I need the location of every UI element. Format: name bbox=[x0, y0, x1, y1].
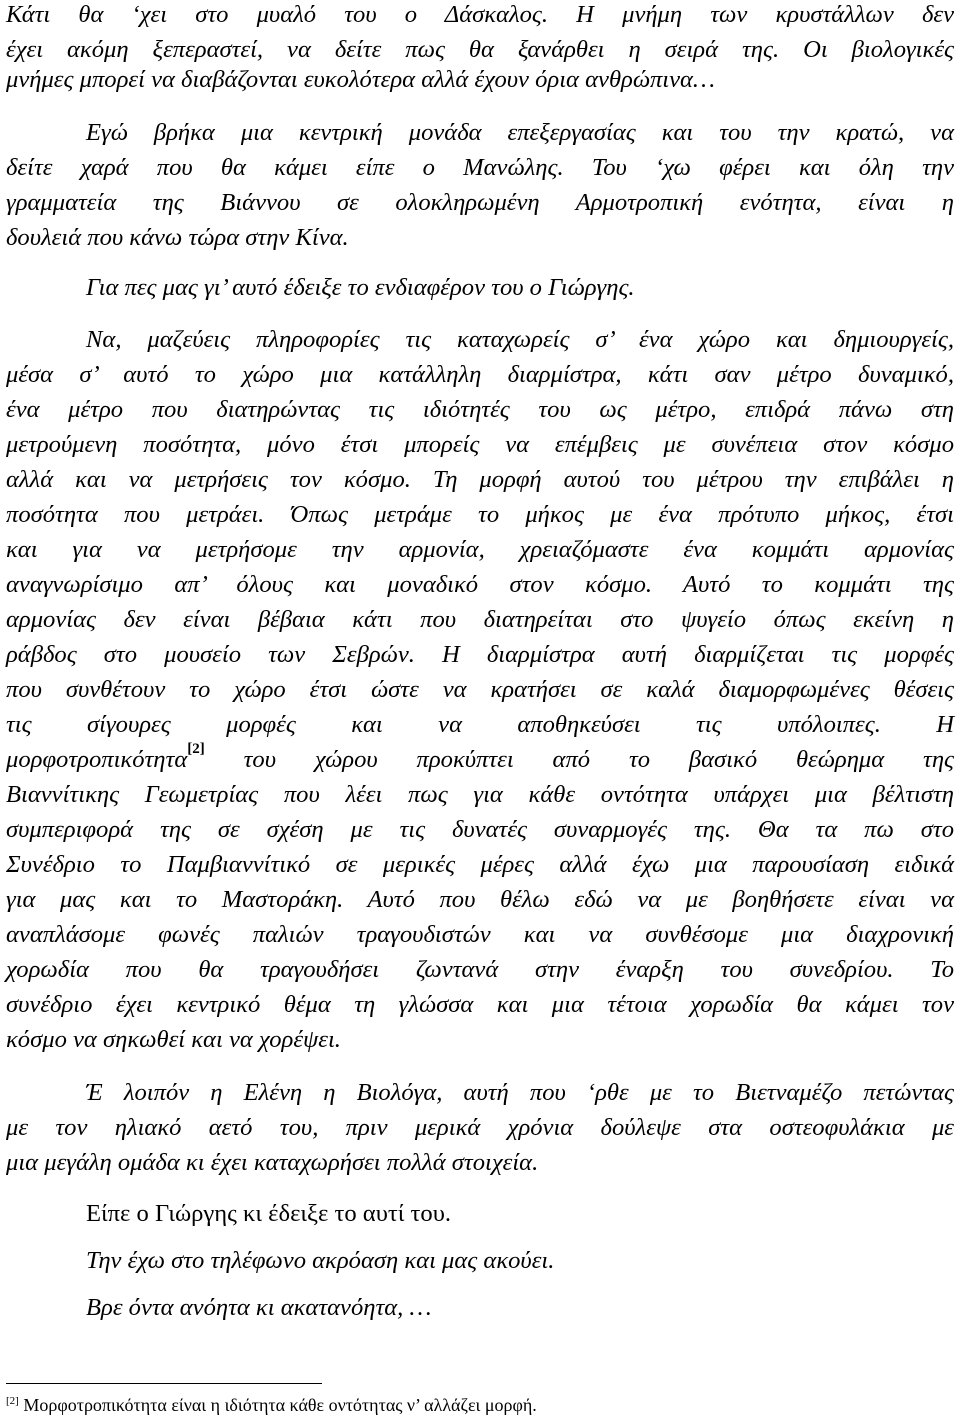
text-line-28: συνέδριο έχει κεντρικό θέμα τη γλώσσα και μια τέτοια χορωδία θα κάμει τον bbox=[6, 991, 954, 1018]
text-line-33: Είπε ο Γιώργης κι έδειξε το αυτί του. bbox=[86, 1200, 452, 1227]
text-line-21-end: του χώρου προκύπτει από το βασικό θεώρημα της bbox=[243, 746, 954, 773]
text-line-35: Βρε όντα ανόητα κι ακατανόητα, … bbox=[86, 1294, 432, 1321]
text-line-7: δουλειά που κάνω τώρα στην Κίνα. bbox=[6, 224, 349, 251]
text-line-30: Έ λοιπόν η Ελένη η Βιολόγα, αυτή που ‘ρθε με το Βιετναμέζο πετώντας bbox=[86, 1079, 954, 1106]
text-line-17: αρμονίας δεν είναι βέβαια κάτι που διατηρείται στο ψυγείο όπως εκείνη η bbox=[6, 606, 954, 633]
text-line-2: έχει ακόμη ξεπεραστεί, να δείτε πως θα ξανάρθει η σειρά της. Οι βιολογικές bbox=[6, 36, 954, 63]
text-line-15: και για να μετρήσομε την αρμονία, χρειαζόμαστε ένα κομμάτι αρμονίας bbox=[6, 536, 954, 563]
text-line-25: για μας και το Μαστοράκη. Αυτό που θέλω εδώ να με βοηθήσετε είναι να bbox=[6, 886, 954, 913]
footnote-reference[interactable]: [2] bbox=[187, 741, 205, 757]
text-line-3: μνήμες μπορεί να διαβάζονται ευκολότερα αλλά έχουν όρια ανθρώπινα… bbox=[6, 66, 715, 93]
text-line-18: ράβδος στο μουσείο των Σεβρών. Η διαρμίστρα αυτή διαρμίζεται τις μορφές bbox=[6, 641, 954, 668]
text-line-14: ποσότητα που μετράει. Όπως μετράμε το μήκος με ένα πρότυπο μήκος, έτσι bbox=[6, 501, 954, 528]
text-line-23: συμπεριφορά της σε σχέση με τις δυνατές συναρμογές της. Θα τα πω στο bbox=[6, 816, 954, 843]
text-line-4: Εγώ βρήκα μια κεντρική μονάδα επεξεργασίας και του την κρατώ, να bbox=[86, 119, 954, 146]
text-line-27: χορωδία που θα τραγουδήσει ζωντανά στην έναρξη του συνεδρίου. Το bbox=[6, 956, 954, 983]
text-line-31: με τον ηλιακό αετό του, πριν μερικά χρόνια δούλεψε στα οστεοφυλάκια με bbox=[6, 1114, 954, 1141]
text-line-10: μέσα σ’ αυτό το χώρο μια κατάλληλη διαρμίστρα, κάτι σαν μέτρο δυναμικό, bbox=[6, 361, 954, 388]
text-line-11: ένα μέτρο που διατηρώντας τις ιδιότητές του ως μέτρο, επιδρά πάνω στη bbox=[6, 396, 954, 423]
text-line-6: γραμματεία της Βιάννου σε ολοκληρωμένη Αρμοτροπική ενότητα, είναι η bbox=[6, 189, 954, 216]
text-line-34: Την έχω στο τηλέφωνο ακρόαση και μας ακούει. bbox=[86, 1247, 555, 1274]
text-line-12: μετρούμενη ποσότητα, μόνο έτσι μπορείς να επέμβεις με συνέπεια στον κόσμο bbox=[6, 431, 954, 458]
text-line-21 bbox=[6, 741, 954, 775]
footnote bbox=[6, 1394, 537, 1416]
text-line-9: Να, μαζεύεις πληροφορίες τις καταχωρείς σ’ ένα χώρο και δημιουργείς, bbox=[86, 326, 954, 353]
footnote-separator bbox=[6, 1383, 322, 1384]
text-line-21-start: μορφοτροπικότητα bbox=[6, 746, 188, 773]
text-line-8: Για πες μας γι’ αυτό έδειξε το ενδιαφέρον του ο Γιώργης. bbox=[86, 274, 635, 301]
text-line-5: δείτε χαρά που θα κάμει είπε ο Μανώλης. Του ‘χω φέρει και όλη την bbox=[6, 154, 954, 181]
footnote-marker: [2] bbox=[6, 1395, 19, 1407]
footnote-text: Μορφοτροπικότητα είναι η ιδιότητα κάθε οντότητας ν’ αλλάζει μορφή. bbox=[23, 1395, 537, 1415]
text-line-29: κόσμο να σηκωθεί και να χορέψει. bbox=[6, 1026, 341, 1053]
text-line-24: Συνέδριο το Παμβιαννίτικό σε μερικές μέρες αλλά έχω μια παρουσίαση ειδικά bbox=[6, 851, 954, 878]
text-line-13: αλλά και να μετρήσεις τον κόσμο. Τη μορφή αυτού του μέτρου την επιβάλει η bbox=[6, 466, 954, 493]
text-line-20: τις σίγουρες μορφές και να αποθηκεύσει τις υπόλοιπες. Η bbox=[6, 711, 954, 738]
text-line-1: Κάτι θα ‘χει στο μυαλό του ο Δάσκαλος. Η μνήμη των κρυστάλλων δεν bbox=[6, 1, 954, 28]
text-line-26: αναπλάσομε φωνές παλιών τραγουδιστών και να συνθέσομε μια διαχρονική bbox=[6, 921, 954, 948]
text-line-32: μια μεγάλη ομάδα κι έχει καταχωρήσει πολλά στοιχεία. bbox=[6, 1149, 539, 1176]
text-line-19: που συνθέτουν το χώρο έτσι ώστε να κρατήσει σε καλά διαμορφωμένες θέσεις bbox=[6, 676, 954, 703]
text-line-16: αναγνωρίσιμο απ’ όλους και μοναδικό στον κόσμο. Αυτό το κομμάτι της bbox=[6, 571, 954, 598]
text-line-22: Βιαννίτικης Γεωμετρίας που λέει πως για κάθε οντότητα υπάρχει μια βέλτιστη bbox=[6, 781, 954, 808]
